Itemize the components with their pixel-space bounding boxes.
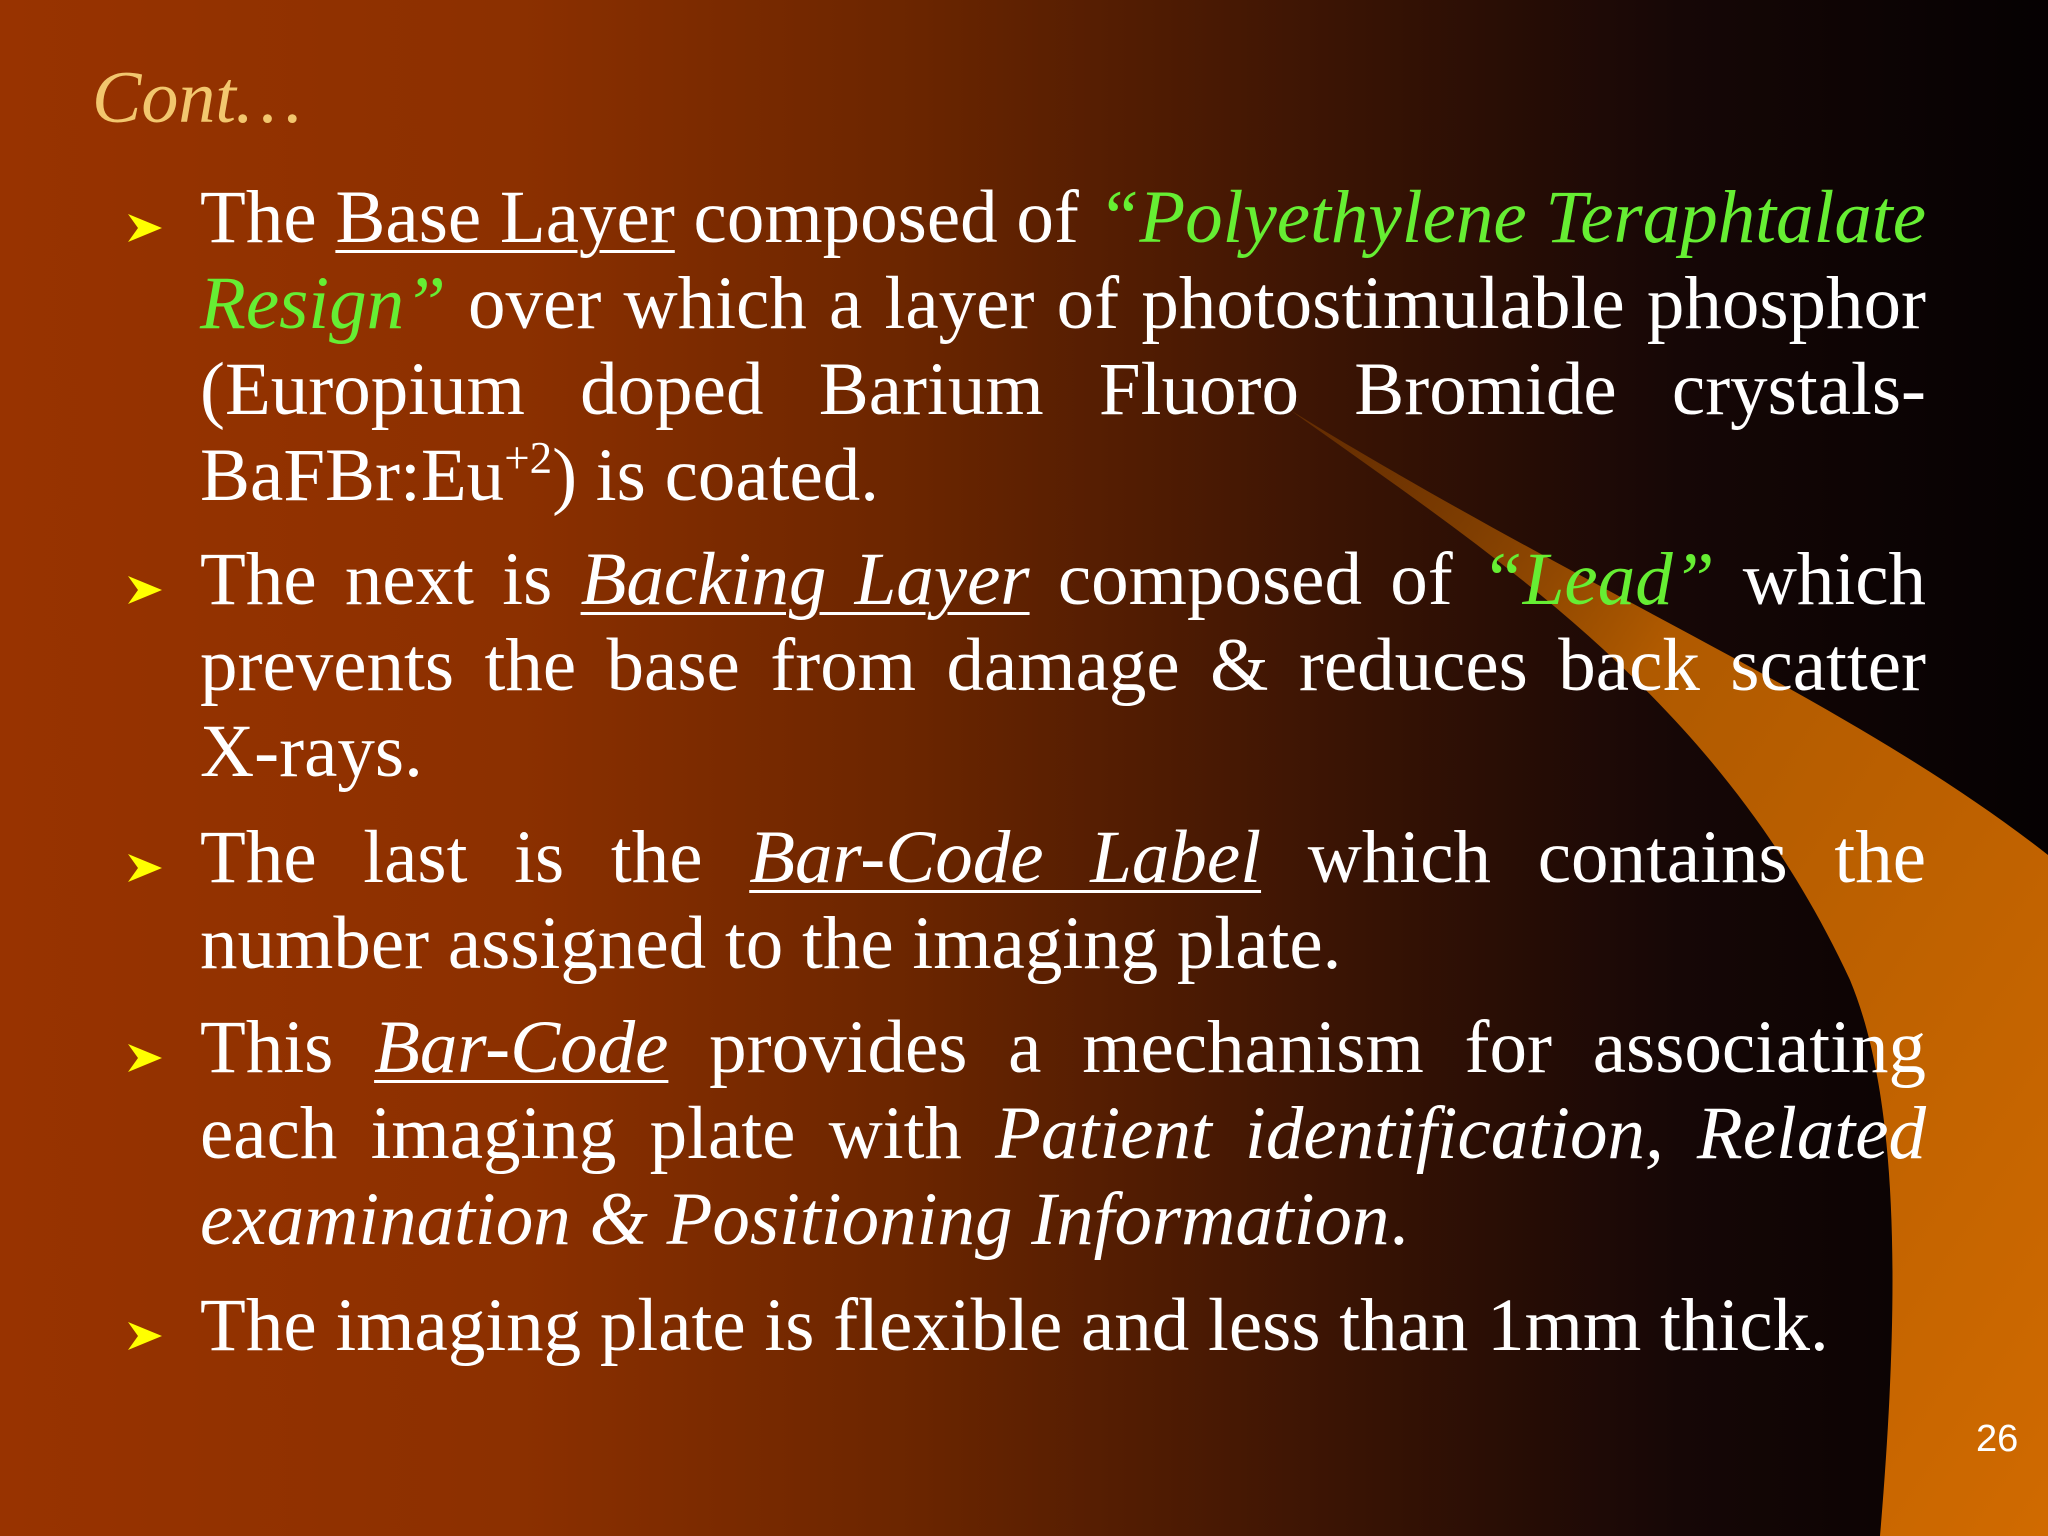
bullet-text-part: provides a mechanism for associating each imaging plate with [200,1006,1926,1175]
bullet-text [200,1005,1926,1263]
underlined-term: Base Layer [335,176,675,259]
highlighted-term: “Lead” [1481,538,1715,621]
underlined-term: Backing Layer [580,538,1030,621]
arrow-bullet-icon [126,574,164,606]
bullet-text-part: ) is coated. [552,434,880,517]
superscript: +2 [504,433,553,483]
bullet-text-part: which prevents the base from damage & reduces back scatter X-rays. [200,538,1927,793]
bullet-text [200,815,1926,987]
slide-title: Cont… [92,57,302,139]
italic-phrase: Patient identification, Related examination & Positioning Information [200,1092,1926,1261]
underlined-term: Bar-Code Label [749,816,1262,899]
bullet-text-part: The last is the [200,816,750,899]
bullet-text-part: The next is [200,538,581,621]
bullet-text [200,175,1926,519]
bullet-text-part: which contains the number assigned to the imaging plate. [200,816,1927,985]
bullet-text: The imaging plate is flexible and less than 1mm thick. [200,1284,1829,1367]
bullet-text-part: composed of [1029,538,1481,621]
arrow-bullet-icon [126,1320,164,1352]
underlined-term: Bar-Code [374,1006,669,1089]
bullet-text-part: The [200,176,336,259]
bullet-text-part: composed of [674,176,1098,259]
arrow-bullet-icon [126,852,164,884]
arrow-bullet-icon [126,1042,164,1074]
bullet-text [200,537,1926,795]
page-number: 26 [1976,1418,2019,1460]
bullet-text-part: over which a layer of photostimulable phosphor (Europium doped Barium Fluoro Bromide crystals- BaFBr:Eu [200,262,1926,517]
arrow-bullet-icon [126,212,164,244]
highlighted-term: “Polyethylene Teraphtalate Resign” [200,176,1926,345]
bullet-text-part: This [200,1006,375,1089]
bullet-text-part: . [1389,1178,1409,1261]
